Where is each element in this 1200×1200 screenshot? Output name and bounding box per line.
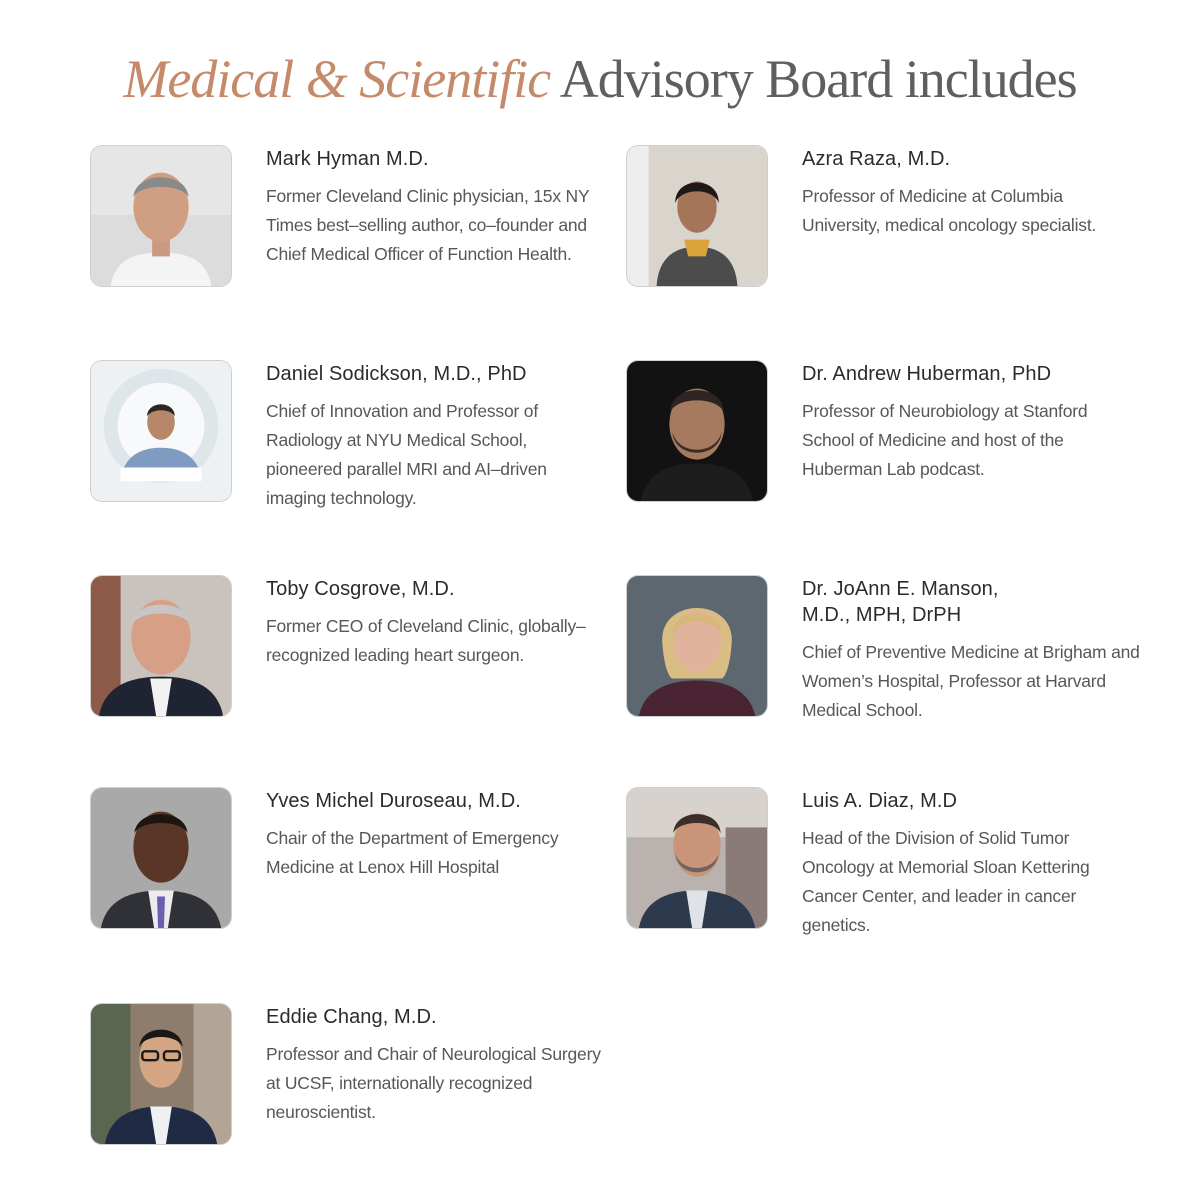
page-title bbox=[0, 44, 1200, 114]
title-accent: Medical & Scientific bbox=[123, 49, 551, 109]
member-name: Eddie Chang, M.D. bbox=[266, 1006, 437, 1028]
member-name: Toby Cosgrove, M.D. bbox=[266, 578, 455, 600]
member-bio: Former CEO of Cleveland Clinic, globally–recognized leading heart surgeon. bbox=[266, 616, 586, 665]
member-bio: Professor and Chair of Neurological Surgery at UCSF, internationally recognized neuroscientist. bbox=[266, 1044, 601, 1122]
member-photo bbox=[626, 145, 768, 287]
member-photo bbox=[626, 575, 768, 717]
member-bio: Chief of Innovation and Professor of Radiology at NYU Medical School, pioneered parallel MRI and AI–driven imaging technology. bbox=[266, 401, 547, 508]
member-bio: Professor of Neurobiology at Stanford School of Medicine and host of the Huberman Lab podcast. bbox=[802, 401, 1088, 479]
member-name: Dr. Andrew Huberman, PhD bbox=[802, 363, 1052, 385]
member-name: Daniel Sodickson, M.D., PhD bbox=[266, 363, 527, 385]
member-name: Azra Raza, M.D. bbox=[802, 148, 951, 170]
member-name: Yves Michel Duroseau, M.D. bbox=[266, 790, 521, 812]
member-photo bbox=[90, 360, 232, 502]
member-name-line2: M.D., MPH, DrPH bbox=[802, 604, 962, 626]
member-photo bbox=[90, 787, 232, 929]
member-photo bbox=[626, 360, 768, 502]
member-name: Mark Hyman M.D. bbox=[266, 148, 429, 170]
member-bio: Former Cleveland Clinic physician, 15x NY Times best–selling author, co–founder and Chief Medical Officer of Function Health. bbox=[266, 186, 590, 264]
member-photo bbox=[90, 1003, 232, 1145]
member-name: Luis A. Diaz, M.D bbox=[802, 790, 958, 812]
member-bio: Professor of Medicine at Columbia University, medical oncology specialist. bbox=[802, 186, 1097, 235]
member-bio: Head of the Division of Solid Tumor Oncology at Memorial Sloan Kettering Cancer Center, and leader in cancer genetics. bbox=[802, 828, 1090, 935]
member-photo bbox=[626, 787, 768, 929]
member-photo bbox=[90, 575, 232, 717]
member-bio: Chief of Preventive Medicine at Brigham and Women’s Hospital, Professor at Harvard Medical School. bbox=[802, 642, 1140, 720]
title-rest: Advisory Board includes bbox=[550, 49, 1077, 109]
member-bio: Chair of the Department of Emergency Medicine at Lenox Hill Hospital bbox=[266, 828, 559, 877]
member-photo bbox=[90, 145, 232, 287]
member-name: Dr. JoAnn E. Manson, bbox=[802, 578, 999, 600]
